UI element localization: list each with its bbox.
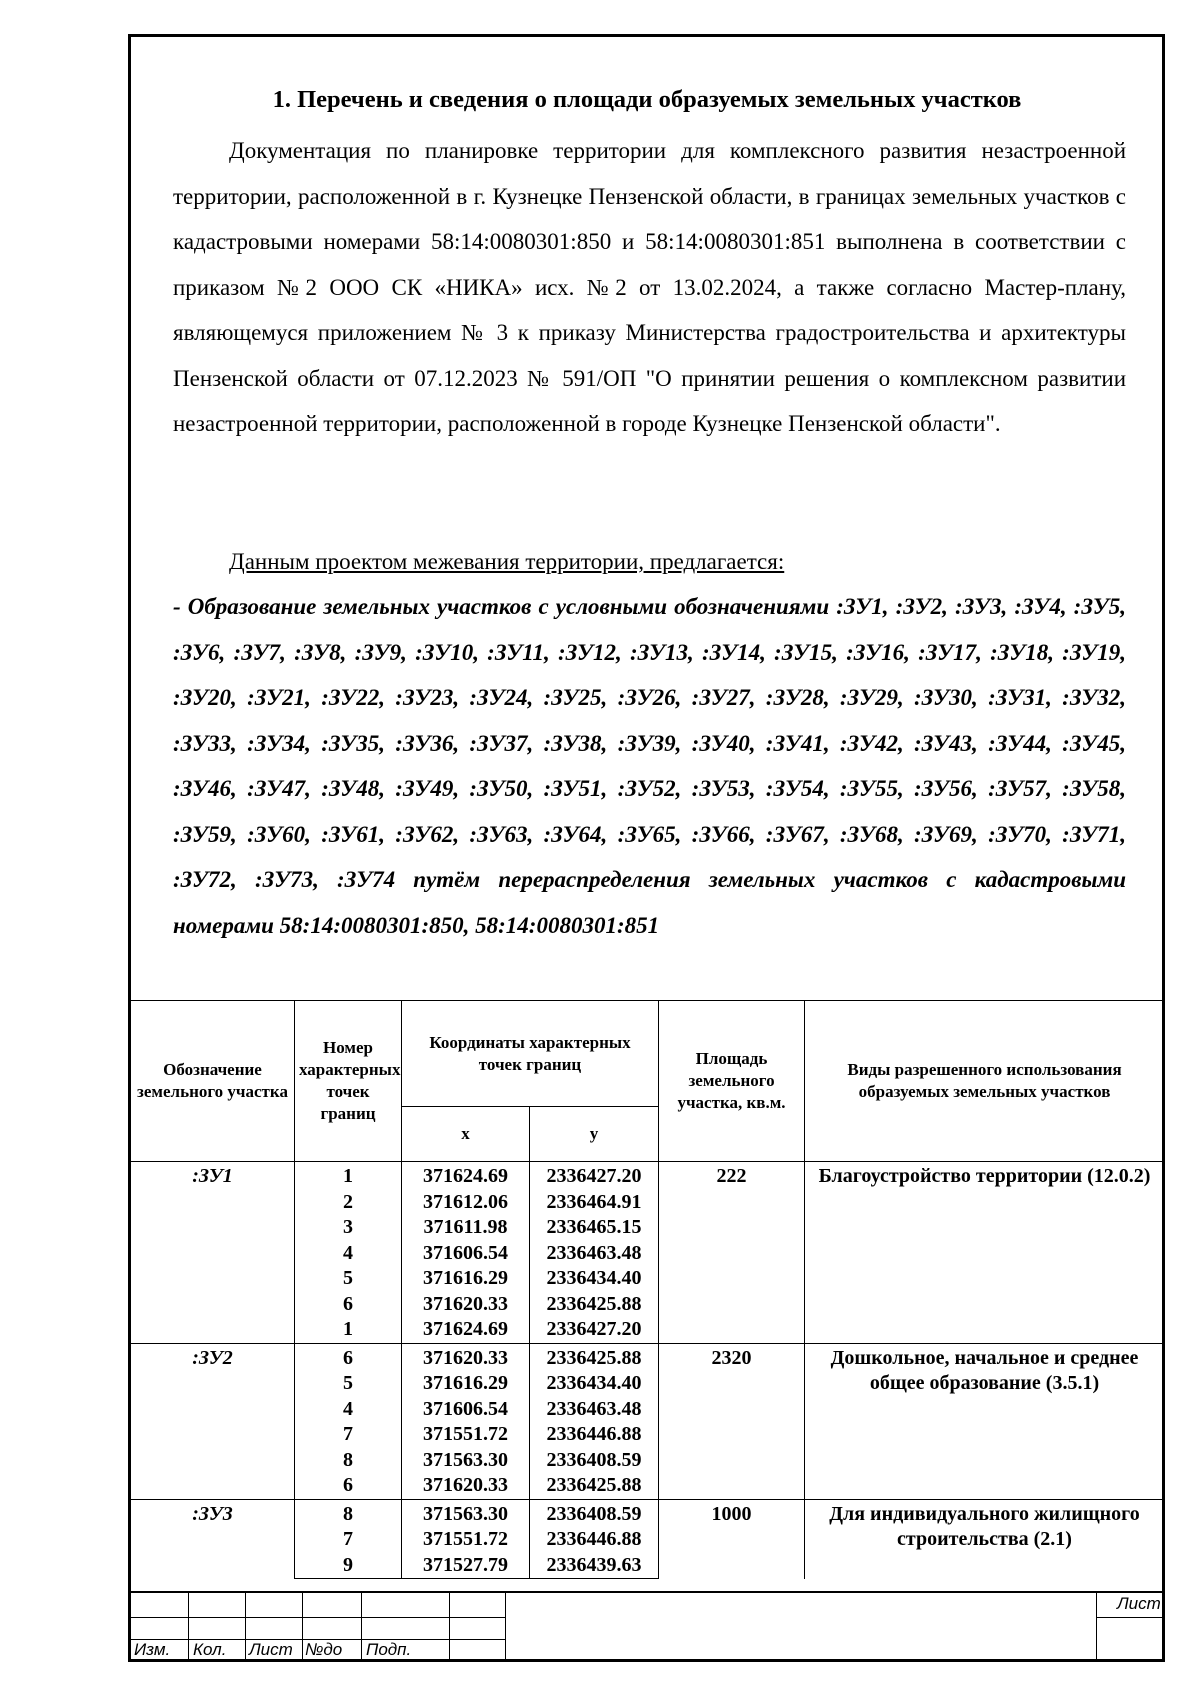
y-coord-cell: 2336408.59 <box>530 1448 659 1474</box>
tb-label-izm: Изм. <box>134 1640 171 1659</box>
point-number-cell: 2 <box>295 1190 402 1216</box>
plot-id-cell: :ЗУ1 <box>131 1162 295 1344</box>
x-coord-cell: 371551.72 <box>402 1527 530 1553</box>
point-number-cell: 5 <box>295 1371 402 1397</box>
tb-main-field <box>506 1593 1097 1660</box>
y-coord-cell: 2336425.88 <box>530 1473 659 1499</box>
x-coord-cell: 371620.33 <box>402 1473 530 1499</box>
x-coord-cell: 371612.06 <box>402 1190 530 1216</box>
y-coord-cell: 2336464.91 <box>530 1190 659 1216</box>
y-coord-cell: 2336427.20 <box>530 1162 659 1190</box>
intro-paragraph: Документация по планировке территории для комплексного развития незастроенной территории, расположенной в г. Кузнецке Пензенской области, в границах земельных участков с кадастровыми номерами 58:14:0080301:850 и 58:14:0080301:851 выполнена в соответствии с приказом №2 ООО СК «НИКА» исх. №2 от 13.02.2024, а также согласно Мастер-плану, являющемуся приложением № 3 к приказу Министерства градостроительства и архитектуры Пензенской области от 07.12.2023 № 591/ОП "О принятии решения о комплексном развитии незастроенной территории, расположенной в городе Кузнецке Пензенской области". <box>173 138 1126 436</box>
point-number-cell: 6 <box>295 1292 402 1318</box>
point-number-cell: 9 <box>295 1553 402 1579</box>
point-number-cell: 3 <box>295 1215 402 1241</box>
table-row <box>131 1343 1165 1371</box>
usage-cell: Для индивидуального жилищного строительства (2.1) <box>805 1499 1165 1579</box>
x-coord-cell: 371624.69 <box>402 1162 530 1190</box>
usage-cell: Дошкольное, начальное и среднее общее образование (3.5.1) <box>805 1343 1165 1499</box>
table-row <box>131 1499 1165 1527</box>
tb-label-podp: Подп. <box>366 1640 412 1659</box>
y-coord-cell: 2336408.59 <box>530 1499 659 1527</box>
point-number-cell: 6 <box>295 1343 402 1371</box>
x-coord-cell: 371624.69 <box>402 1317 530 1343</box>
point-number-cell: 7 <box>295 1422 402 1448</box>
y-coord-cell: 2336434.40 <box>530 1266 659 1292</box>
plots-body <box>131 1162 1165 1579</box>
coordinates-table <box>130 1000 1165 1579</box>
area-cell: 222 <box>659 1162 805 1344</box>
x-coord-cell: 371527.79 <box>402 1553 530 1579</box>
header-usage: Виды разрешенного использования образуемых земельных участков <box>805 1001 1165 1162</box>
tb-row-line-1 <box>130 1617 506 1618</box>
header-area: Площадь земельного участка, кв.м. <box>659 1001 805 1162</box>
tb-label-list: Лист <box>249 1640 293 1659</box>
y-coord-cell: 2336439.63 <box>530 1553 659 1579</box>
plot-id-cell: :ЗУ3 <box>131 1499 295 1579</box>
point-number-cell: 8 <box>295 1448 402 1474</box>
tb-sheet-line <box>1097 1617 1164 1618</box>
point-number-cell: 4 <box>295 1397 402 1423</box>
tb-label-ndoc: №до <box>305 1640 343 1659</box>
y-coord-cell: 2336465.15 <box>530 1215 659 1241</box>
area-cell: 1000 <box>659 1499 805 1579</box>
tb-sheet-label: Лист <box>1117 1594 1161 1613</box>
tb-col-6 <box>450 1593 506 1660</box>
x-coord-cell: 371620.33 <box>402 1292 530 1318</box>
point-number-cell: 4 <box>295 1241 402 1267</box>
header-x: x <box>402 1107 530 1162</box>
y-coord-cell: 2336463.48 <box>530 1397 659 1423</box>
point-number-cell: 7 <box>295 1527 402 1553</box>
header-point-number: Номер характерных точек границ <box>295 1001 402 1162</box>
plot-id-cell: :ЗУ2 <box>131 1343 295 1499</box>
y-coord-cell: 2336427.20 <box>530 1317 659 1343</box>
x-coord-cell: 371563.30 <box>402 1448 530 1474</box>
x-coord-cell: 371551.72 <box>402 1422 530 1448</box>
table-row <box>131 1162 1165 1190</box>
x-coord-cell: 371616.29 <box>402 1266 530 1292</box>
point-number-cell: 1 <box>295 1162 402 1190</box>
title-block <box>130 1591 1164 1660</box>
point-number-cell: 5 <box>295 1266 402 1292</box>
x-coord-cell: 371620.33 <box>402 1343 530 1371</box>
point-number-cell: 8 <box>295 1499 402 1527</box>
header-y: y <box>530 1107 659 1162</box>
y-coord-cell: 2336463.48 <box>530 1241 659 1267</box>
proposal-label <box>173 539 1126 585</box>
proposal-label-text: Данным проектом межевания территории, предлагается: <box>229 549 785 574</box>
x-coord-cell: 371616.29 <box>402 1371 530 1397</box>
x-coord-cell: 371606.54 <box>402 1397 530 1423</box>
y-coord-cell: 2336446.88 <box>530 1422 659 1448</box>
proposal-text: - Образование земельных участков с условными обозначениями :ЗУ1, :ЗУ2, :ЗУ3, :ЗУ4, :ЗУ5, :ЗУ6, :ЗУ7, :ЗУ8, :ЗУ9, :ЗУ10, :ЗУ11, :ЗУ12, :ЗУ13, :ЗУ14, :ЗУ15, :ЗУ16, :ЗУ17, :ЗУ18, :ЗУ19, :ЗУ20, :ЗУ21, :ЗУ22, :ЗУ23, :ЗУ24, :ЗУ25, :ЗУ26, :ЗУ27, :ЗУ28, :ЗУ29, :ЗУ30, :ЗУ31, :ЗУ32, :ЗУ33, :ЗУ34, :ЗУ35, :ЗУ36, :ЗУ37, :ЗУ38, :ЗУ39, :ЗУ40, :ЗУ41, :ЗУ42, :ЗУ43, :ЗУ44, :ЗУ45, :ЗУ46, :ЗУ47, :ЗУ48, :ЗУ49, :ЗУ50, :ЗУ51, :ЗУ52, :ЗУ53, :ЗУ54, :ЗУ55, :ЗУ56, :ЗУ57, :ЗУ58, :ЗУ59, :ЗУ60, :ЗУ61, :ЗУ62, :ЗУ63, :ЗУ64, :ЗУ65, :ЗУ66, :ЗУ67, :ЗУ68, :ЗУ69, :ЗУ70, :ЗУ71, :ЗУ72, :ЗУ73, :ЗУ74 путём перераспределения земельных участков с кадастровыми номерами 58:14:0080301:850, 58:14:0080301:851 <box>173 594 1126 938</box>
y-coord-cell: 2336434.40 <box>530 1371 659 1397</box>
y-coord-cell: 2336425.88 <box>530 1292 659 1318</box>
y-coord-cell: 2336446.88 <box>530 1527 659 1553</box>
y-coord-cell: 2336425.88 <box>530 1343 659 1371</box>
point-number-cell: 6 <box>295 1473 402 1499</box>
point-number-cell: 1 <box>295 1317 402 1343</box>
x-coord-cell: 371563.30 <box>402 1499 530 1527</box>
header-coordinates: Координаты характерных точек границ <box>402 1001 659 1107</box>
x-coord-cell: 371611.98 <box>402 1215 530 1241</box>
usage-cell: Благоустройство территории (12.0.2) <box>805 1162 1165 1344</box>
header-plot: Обозначение земельного участка <box>131 1001 295 1162</box>
area-cell: 2320 <box>659 1343 805 1499</box>
x-coord-cell: 371606.54 <box>402 1241 530 1267</box>
section-heading: 1. Перечень и сведения о площади образуемых земельных участков <box>272 86 1022 113</box>
tb-label-kol: Кол. <box>193 1640 227 1659</box>
